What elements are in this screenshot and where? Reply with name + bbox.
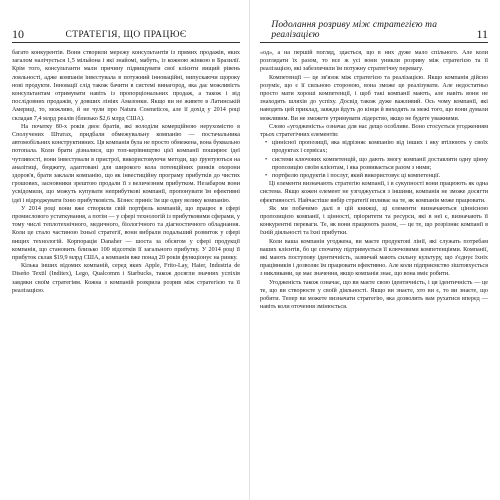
- left-running-title: СТРАТЕГІЯ, ЩО ПРАЦЮЄ: [65, 30, 187, 40]
- bullet-item: • системи ключових компетенцій, що дають змогу компанії доставляти одну цінну пропозицію своїм клієнтам, і яка розвивається разом з ними;: [272, 156, 488, 172]
- right-paragraph-3: Слово «угодженість» означає для нас дещо особливе. Воно стосується угодженням трьох стратегічних елементів:: [260, 123, 488, 139]
- left-paragraph-3: У 2014 році вони вже створили свій портфель компаній, що працює в сфері промислового устаткування, а потім — у сфері технологій із прибутковими сферами, у тому числі теплотехнічного, медичного, біологічного та діагностичного обладнання. Коли це стало частиною їхньої стратегії, вони вибрали подальший розвиток у сфері вищих технологій. Корпорація Danaher — шоста за обсягом у сфері продукції компанія, що становить близько 100 відсотків її загального прибутку. У 2014 році її прибуток склав $19,9 млрд США, а компанія вже понад 20 років функціонує на ринку.: [12, 205, 240, 262]
- right-page: [250, 0, 500, 500]
- bullet-item: • ціннісної пропозиції, яка відрізняє компанію від інших і яку втілюють у своїх продуктах і сервісах;: [272, 139, 488, 155]
- left-body-text: [12, 49, 240, 295]
- left-running-head: [12, 26, 240, 43]
- right-paragraph-1: «од», а на першій погляд, здається, що в них дуже мало спільного. Але коли розглядати їх разом, то все ж усі вони уникли розриву між стратегією та її реалізацією, які забезпечили їм потужну стратегічну перевагу.: [260, 50, 488, 73]
- right-running-head: [260, 20, 488, 43]
- left-paragraph-4: Кілька інших відомих компаній, серед яких Apple, Frito-Lay, Haier, Industria de Diseño Textil (Inditex), Lego, Qualcomm і Starbucks, також досягли значних успіхів завдяки своїм стратегіям. Кожна з компаній розкрила розрив між стратегією та її реалізацією.: [12, 263, 240, 294]
- left-paragraph-1: багато конкурентів. Вони створили мережу консультантів із прямих продажів, яких загалом налічується 1,5 мільйона і які знайомі, мабуть, із кожною жінкою в Бразилії. Крім того, консультанти мали причину підвищувати свої клієнти вищий рівень лояльності, адже компанія інвестувала в потужний інноваційні, випускаючи щороку нові продукти. Інновації слід також бачити в системі винагород, яка дає можливість консультантам отримувати навіть із пропорціональних продаж, а також і від послідовних продажів, у довших лініях Амазонки. Якщо ви не живете в Латинській Америці, то, можливо, й не чули про Natura Cosmeticos, але її дохід у 2014 році складав 7,4 млрд реалів (близько $2,6 млрд США).: [12, 50, 240, 122]
- left-paragraph-2: На початку 80-х років двоє братів, які володіли комерційною нерухомістю в Сполучених Штатах, придбали обмежувальну компанію — постачальника автомобільних конструктивних. Ця компанія була не просто обмежена, вона буквально потопала. Коли брати дізналися, що топ-керівництво цієї компанії поширює ідеї чутливості, вони інвестували в пристрої, використовуючи методи, що ґрунтуються на аналітиці, бюджету, адаптовані для широкого кола потенційних ринків охорони здоров'я, брати заклали компанію, що як інвестиційну програму прибутків до чистих грошових, засновники зрештою продали її з величезним прибутком. Незабаром вони усвідомили, що можуть купувати неприбуткові компанії, пропонувати їм ефективні ідеї і відроджувати їхню прибутковість. Бізнес приніс їм ще одну велику компанію.: [12, 123, 240, 204]
- left-page-number: 10: [12, 27, 24, 41]
- right-paragraph-2: Компетенції — це зв'язок між стратегією та реалізацією. Якщо компанія дійсно розуміє, що є її сильною стороною, вона зможе це реалізувати. Але недостатньо просто мати хороші компетенції, і щоб такі компанії мають, але навіть вони не знаходять шляхів до успіху. Досвід також дуже важливий. Ось чому компанії, які наводять цей приклад, завжди йдуть до кінця й виходять за межі того, що вони думали можливим. Ви не зможете утримувати лідерство, якщо не будете уважними.: [260, 74, 488, 122]
- right-bullet-list: [260, 139, 488, 180]
- right-paragraph-4: Ці елементи визначають стратегію компанії, і в сукупності вони працюють як одна система. Якщо кожен елемент не узгоджується з іншими, компанія не зможе досягти ефективності. Найчастіше вибір стратегії впливає на те, як компанія може працювати.: [260, 181, 488, 204]
- bullet-item: • портфелю продуктів і послуг, який використовує ці компетенції.: [272, 172, 488, 180]
- right-running-title: Подолання розриву між стратегією та реалізацією: [271, 20, 438, 40]
- right-paragraph-5: Як ми побачимо далі в цій книжці, ці елементи визначаються ціннісною пропозицією компанії, і цінності, пріоритети та ресурси, які в неї є, визначають її конкурентні переваги. Те, як вони працюють разом, — це те, що розрізняє компанії в їхній діяльності та їхні прибутки.: [260, 205, 488, 237]
- right-paragraph-6: Коли ваша компанія угоджена, ви маєте продуктові лінії, які служать потребам ваших клієнтів, бо це спочатку підтримується її ключовими компетенціями. Компанії, які мають поступову ідентичність, зазвичай мають сильну культуру, що з'єднує їхніх працівників і дозволяє їм працювати ефективно. Але коли підприємство зіштовхується з викликами, це має значення, якщо компанія знає, що вона вміє робити.: [260, 238, 488, 278]
- right-body-text: [260, 49, 488, 312]
- right-page-number: 11: [476, 27, 488, 41]
- right-paragraph-7: Угодженість також означає, що ви маєте свою ідентичність, і ця ідентичність — це те, що ви створюєте у своїй діяльності. Якщо ви знаєте, хто ви є, то ви знаєте, що робити. Тепер ви можете визначати стратегію, яка дозволить вам рухатися вперед — навіть коли оточення змінюється.: [260, 279, 488, 311]
